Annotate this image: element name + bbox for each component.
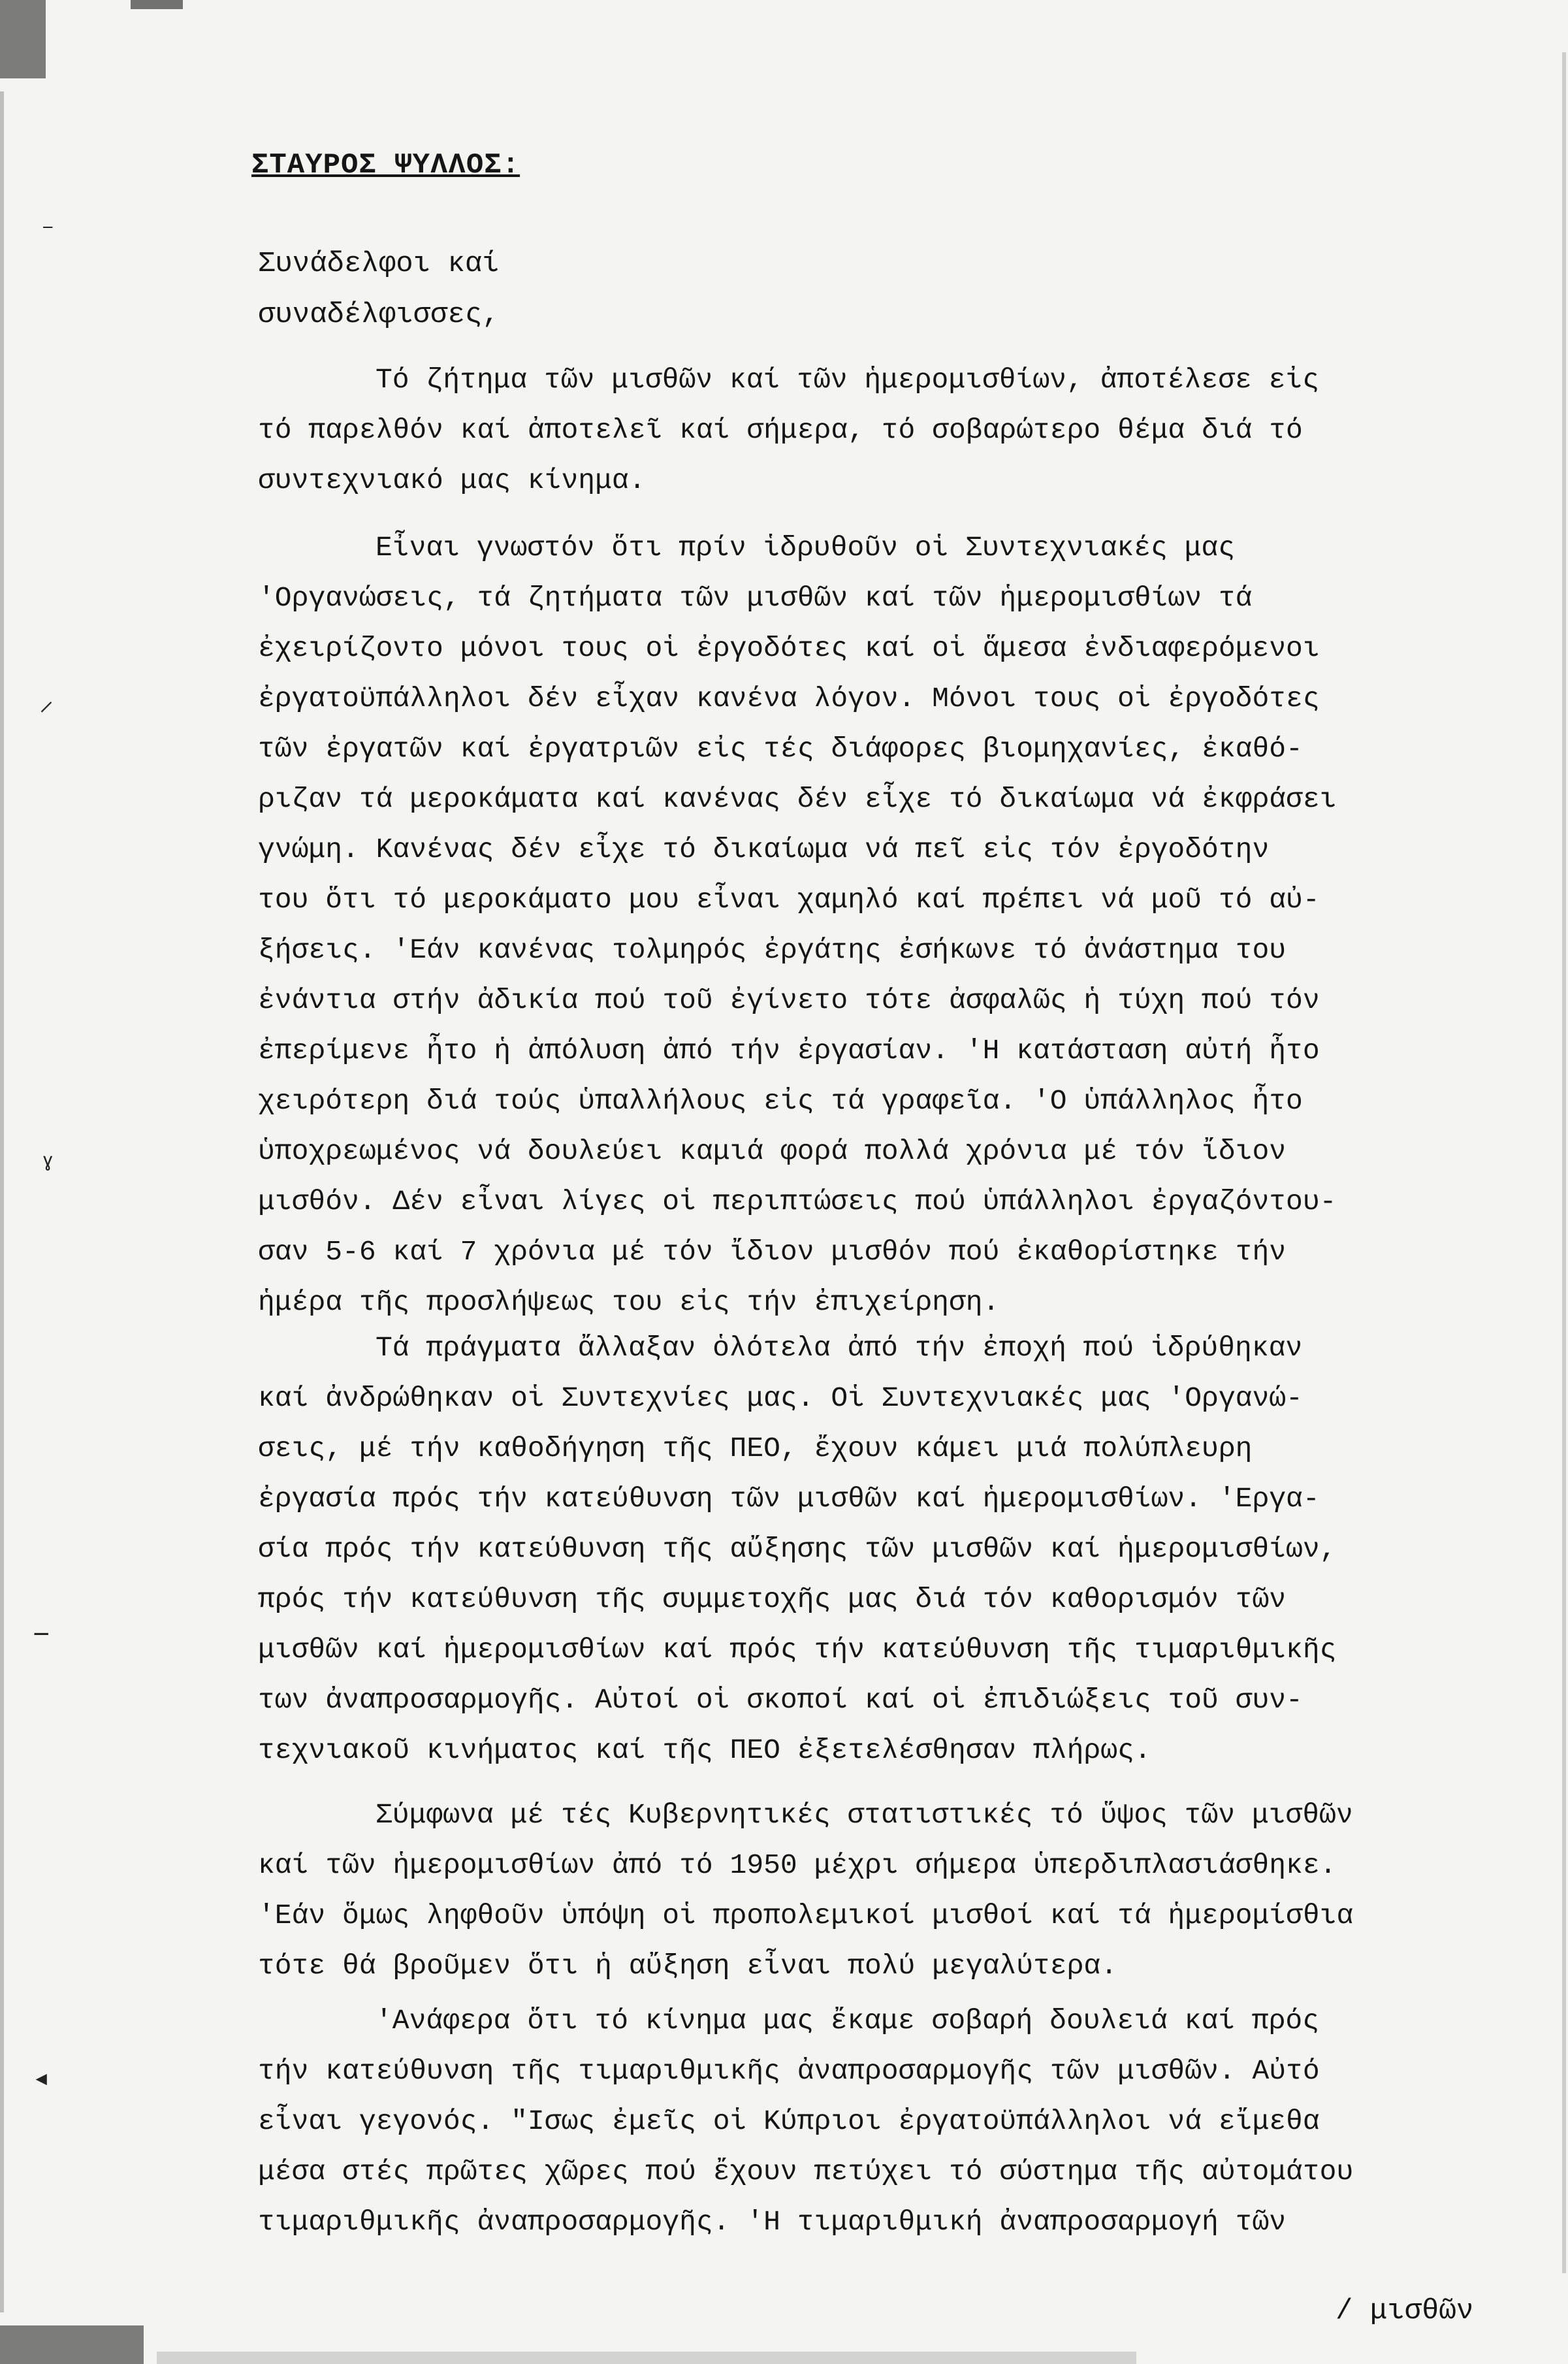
speaker-name: ΣΤΑΥΡΟΣ ΨΥΛΛΟΣ:: [251, 149, 520, 182]
text-line: ἐργασία πρός τήν κατεύθυνση τῶν μισθῶν καί ἡμερομισθίων. 'Εργα-: [258, 1483, 1320, 1515]
text-line: Εἶναι γνωστόν ὅτι πρίν ἱδρυθοῦν οἱ Συντεχνιακές μας: [376, 532, 1236, 564]
paragraph: [258, 523, 1518, 1327]
scan-artifact-top-left: [0, 0, 46, 78]
text-line: 'Ανάφερα ὅτι τό κίνημα μας ἔκαμε σοβαρή δουλειά καί πρός: [376, 2005, 1320, 2037]
text-line: των ἀναπροσαρμογῆς. Αὐτοί οἱ σκοποί καί οἱ ἐπιδιώξεις τοῦ συν-: [258, 1684, 1303, 1716]
text-line: καί ἀνδρώθηκαν οἱ Συντεχνίες μας. Οἱ Συντεχνιακές μας 'Οργανώ-: [258, 1382, 1303, 1414]
text-line: ριζαν τά μεροκάματα καί κανένας δέν εἶχε τό δικαίωμα νά ἐκφράσει: [258, 783, 1337, 815]
text-line: χειρότερη διά τούς ὑπαλλήλους εἰς τά γραφεῖα. 'Ο ὑπάλληλος ἦτο: [258, 1085, 1303, 1117]
paragraph: [258, 355, 1518, 506]
text-line: ἡμέρα τῆς προσλήψεως του εἰς τήν ἐπιχείρηση.: [258, 1286, 1000, 1318]
margin-mark: −: [33, 1620, 50, 1653]
text-line: τήν κατεύθυνση τῆς τιμαριθμικῆς ἀναπροσαρμογῆς τῶν μισθῶν. Αὐτό: [258, 2055, 1320, 2087]
scan-artifact-bottom-left: [0, 2325, 144, 2364]
scan-artifact-right-line: [1562, 52, 1566, 2273]
page-continuation-word: / μισθῶν: [1336, 2295, 1474, 2327]
text-line: μέσα στές πρῶτες χῶρες πού ἔχουν πετύχει τό σύστημα τῆς αὐτομάτου: [258, 2156, 1354, 2188]
margin-mark: ⸝: [39, 687, 54, 719]
salutation-line: συναδέλφισσες,: [258, 299, 500, 331]
text-line: του ὅτι τό μεροκάματο μου εἶναι χαμηλό καί πρέπει νά μοῦ τό αὐ-: [258, 884, 1320, 916]
text-line: καί τῶν ἡμερομισθίων ἀπό τό 1950 μέχρι σήμερα ὑπερδιπλασιάσθηκε.: [258, 1849, 1337, 1881]
text-line: 'Οργανώσεις, τά ζητήματα τῶν μισθῶν καί τῶν ἡμερομισθίων τά: [258, 582, 1253, 614]
scan-artifact-bottom-edge: [157, 2352, 1136, 2364]
salutation: [258, 238, 500, 340]
text-line: σαν 5-6 καί 7 χρόνια μέ τόν ἴδιον μισθόν πού ἐκαθορίστηκε τήν: [258, 1236, 1287, 1268]
text-line: σεις, μέ τήν καθοδήγηση τῆς ΠΕΟ, ἔχουν κάμει μιά πολύπλευρη: [258, 1433, 1253, 1465]
text-line: τιμαριθμικῆς ἀναπροσαρμογῆς. 'Η τιμαριθμική ἀναπροσαρμογή τῶν: [258, 2206, 1287, 2238]
text-line: ἐχειρίζοντο μόνοι τους οἱ ἐργοδότες καί οἱ ἅμεσα ἐνδιαφερόμενοι: [258, 632, 1320, 664]
text-line: ὑποχρεωμένος νά δουλεύει καμιά φορά πολλά χρόνια μέ τόν ἴδιον: [258, 1135, 1287, 1167]
text-line: εἶναι γεγονός. "Ισως ἐμεῖς οἱ Κύπριοι ἐργατοϋπάλληλοι νά εἴμεθα: [258, 2105, 1320, 2137]
text-line: πρός τήν κατεύθυνση τῆς συμμετοχῆς μας διά τόν καθορισμόν τῶν: [258, 1583, 1287, 1615]
paragraph: [258, 1996, 1518, 2247]
text-line: τεχνιακοῦ κινήματος καί τῆς ΠΕΟ ἐξετελέσθησαν πλήρως.: [258, 1734, 1151, 1766]
text-line: τότε θά βροῦμεν ὅτι ἡ αὔξηση εἶναι πολύ μεγαλύτερα.: [258, 1950, 1118, 1982]
text-line: ξήσεις. 'Εάν κανένας τολμηρός ἐργάτης ἐσήκωνε τό ἀνάστημα του: [258, 934, 1287, 966]
margin-mark: ⁻: [39, 218, 57, 251]
text-line: ἐπερίμενε ἦτο ἡ ἀπόλυση ἀπό τήν ἐργασίαν. 'Η κατάσταση αὐτή ἦτο: [258, 1035, 1320, 1067]
salutation-line: Συνάδελφοι καί: [258, 248, 500, 280]
margin-mark: ◂: [33, 2064, 50, 2096]
text-line: μισθόν. Δέν εἶναι λίγες οἱ περιπτώσεις πού ὑπάλληλοι ἐργαζόντου-: [258, 1186, 1337, 1218]
text-line: ἐνάντια στήν ἀδικία πού τοῦ ἐγίνετο τότε ἀσφαλῶς ἡ τύχη πού τόν: [258, 984, 1320, 1016]
text-line: 'Εάν ὅμως ληφθοῦν ὑπόψη οἱ προπολεμικοί μισθοί καί τά ἡμερομίσθια: [258, 1900, 1354, 1932]
text-line: Τά πράγματα ἄλλαξαν ὁλότελα ἀπό τήν ἐποχή πού ἱδρύθηκαν: [376, 1332, 1303, 1364]
scan-artifact-left-line: [0, 91, 4, 2312]
text-line: σία πρός τήν κατεύθυνση τῆς αὔξησης τῶν μισθῶν καί ἡμερομισθίων,: [258, 1533, 1337, 1565]
text-line: ἐργατοϋπάλληλοι δέν εἶχαν κανένα λόγον. Μόνοι τους οἱ ἐργοδότες: [258, 683, 1320, 715]
text-line: συντεχνιακό μας κίνημα.: [258, 464, 646, 496]
paragraph: [258, 1323, 1518, 1775]
text-line: τό παρελθόν καί ἀποτελεῖ καί σήμερα, τό σοβαρώτερο θέμα διά τό: [258, 414, 1303, 446]
text-line: μισθῶν καί ἡμερομισθίων καί πρός τήν κατεύθυνση τῆς τιμαριθμικῆς: [258, 1634, 1337, 1666]
scan-artifact-top-edge: [131, 0, 183, 9]
margin-mark: ˠ: [39, 1150, 57, 1182]
text-line: Τό ζήτημα τῶν μισθῶν καί τῶν ἡμερομισθίων, ἀποτέλεσε εἰς: [376, 364, 1320, 396]
text-line: τῶν ἐργατῶν καί ἐργατριῶν εἰς τές διάφορες βιομηχανίες, ἐκαθό-: [258, 733, 1303, 765]
text-line: Σύμφωνα μέ τές Κυβερνητικές στατιστικές τό ὕψος τῶν μισθῶν: [376, 1799, 1353, 1831]
paragraph: [258, 1790, 1518, 1991]
text-line: γνώμη. Κανένας δέν εἶχε τό δικαίωμα νά πεῖ εἰς τόν ἐργοδότην: [258, 834, 1270, 866]
